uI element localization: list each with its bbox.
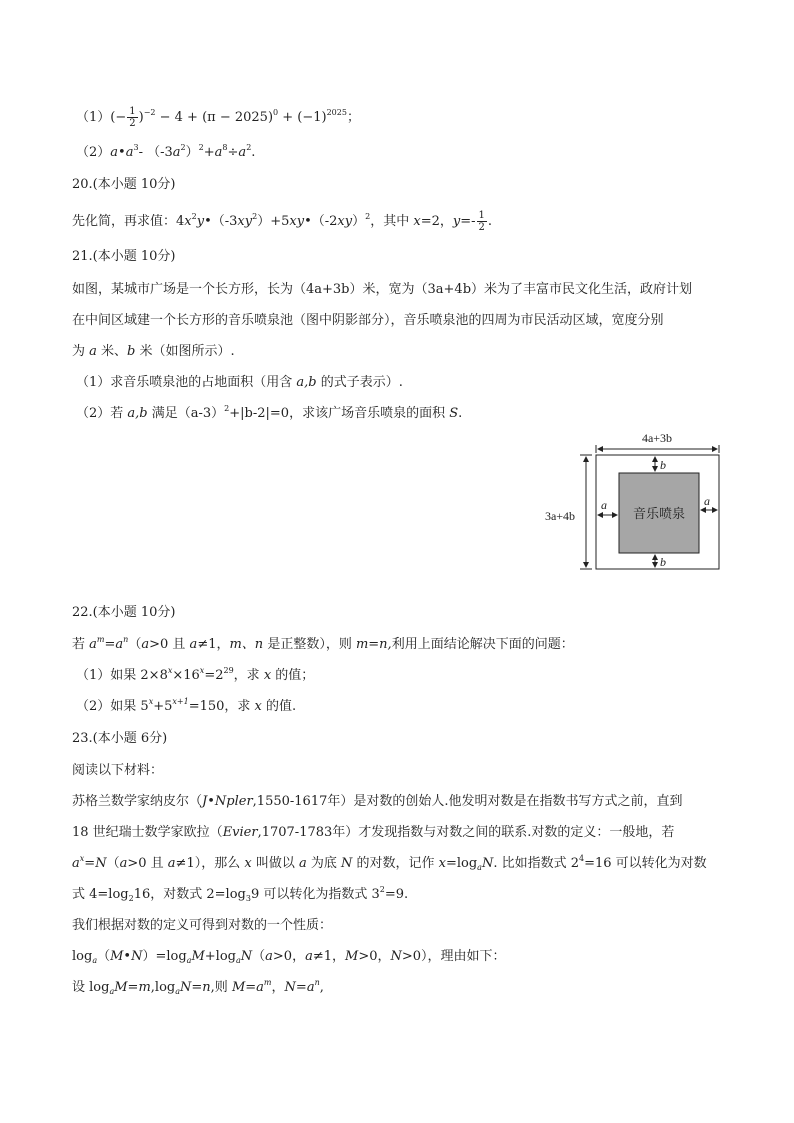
text: . xyxy=(458,406,463,421)
exponent: −2 xyxy=(143,108,156,117)
subscript: a xyxy=(109,987,115,996)
text: 式 4=log xyxy=(72,887,129,902)
exponent: 2 xyxy=(191,212,197,221)
var: a xyxy=(238,145,247,160)
q21-line3 xyxy=(72,343,235,361)
fraction xyxy=(127,106,137,129)
var: x xyxy=(263,668,272,683)
exponent: 3 xyxy=(133,143,139,152)
text: = xyxy=(191,980,203,995)
text: >0， xyxy=(272,949,306,964)
var: b xyxy=(127,344,136,359)
var: M xyxy=(231,980,246,995)
exponent: n xyxy=(314,978,320,987)
text: , xyxy=(319,980,324,995)
text: 利用上面结论解决下面的问题： xyxy=(391,637,574,652)
exponent: 8 xyxy=(222,143,228,152)
fraction-denominator: 2 xyxy=(129,118,136,129)
var: x xyxy=(413,214,421,229)
text: 先化简，再求值：4 xyxy=(72,214,185,229)
text: - （-3 xyxy=(138,145,173,160)
text: ×16 xyxy=(172,668,200,683)
text: ）+5 xyxy=(257,214,290,229)
exponent: 0 xyxy=(273,108,279,117)
fountain-label: 音乐喷泉 xyxy=(632,506,686,521)
text: 米（如图所示）. xyxy=(135,344,235,359)
var: a,b xyxy=(296,375,317,390)
var: m xyxy=(138,980,151,995)
var: a xyxy=(256,980,264,995)
text: 米、 xyxy=(96,344,128,359)
var: m=n, xyxy=(355,637,392,652)
text: ）=log xyxy=(142,949,187,964)
text: log xyxy=(72,949,93,964)
text: = xyxy=(104,637,116,652)
q23-line7 xyxy=(72,948,506,966)
var: x xyxy=(254,699,262,714)
q20-header: 20.(本小题 10分) xyxy=(72,177,176,192)
q23-line4 xyxy=(72,855,707,873)
subscript: a xyxy=(186,956,192,965)
var: a xyxy=(305,949,313,964)
text: 满足（a-3） xyxy=(147,406,225,421)
var: a xyxy=(189,637,198,652)
math-text: − 4 + (π − 2025) xyxy=(155,110,274,125)
text: . 比如指数式 2 xyxy=(493,856,579,871)
text: =16 可以转化为对数 xyxy=(584,856,707,871)
q21-line1: 如图，某城市广场是一个长方形，长为（4a+3b）米，宽为（3a+4b）米为了丰富市民文化生活，政府计划 xyxy=(72,282,693,297)
subscript: a xyxy=(175,987,181,996)
var: a xyxy=(306,980,315,995)
q23-header: 23.(本小题 6分) xyxy=(72,731,168,746)
text: 的式子表示）. xyxy=(316,375,403,390)
var: N xyxy=(481,856,494,871)
text: （2）若 xyxy=(76,406,128,421)
text: 18 世纪瑞士数学家欧拉（ xyxy=(72,825,223,840)
text: = xyxy=(295,980,307,995)
q23-line1: 阅读以下材料： xyxy=(72,763,164,778)
var: N xyxy=(340,856,353,871)
text: （ xyxy=(97,949,111,964)
text: =2 xyxy=(204,668,224,683)
q21-header: 21.(本小题 10分) xyxy=(72,249,176,264)
b-bottom-label: b xyxy=(660,555,666,569)
text: 16，对数式 2=log xyxy=(133,887,246,902)
text: = xyxy=(127,980,139,995)
exponent: 29 xyxy=(223,666,234,675)
text: =- xyxy=(460,214,476,229)
text: （1）如果 2×8 xyxy=(76,668,168,683)
a-left-label: a xyxy=(601,498,607,512)
exponent: 2 xyxy=(224,404,230,413)
fraction xyxy=(477,210,487,233)
var: M•N xyxy=(110,949,143,964)
var: Evier xyxy=(222,825,258,840)
exponent: x xyxy=(167,666,173,675)
text: ,1707-1783年）才发现指数与对数之间的联系.对数的定义：一般地，若 xyxy=(257,825,675,840)
q19-part2 xyxy=(76,144,255,162)
op: • xyxy=(118,145,126,160)
part-label: （2） xyxy=(76,145,111,160)
exponent: 2 xyxy=(180,143,186,152)
var: a xyxy=(214,145,223,160)
plaza-diagram xyxy=(530,425,730,575)
fraction-numerator: 1 xyxy=(129,106,136,117)
text: ） xyxy=(352,214,366,229)
var: xy xyxy=(337,214,353,229)
text: ≠1， xyxy=(312,949,346,964)
text: >0 且 xyxy=(149,637,190,652)
text: 的值； xyxy=(271,668,315,683)
var: a xyxy=(298,856,307,871)
var: N xyxy=(284,980,296,995)
text: >0），理由如下： xyxy=(401,949,506,964)
text: =log xyxy=(445,856,478,871)
var: a xyxy=(115,637,124,652)
var: a xyxy=(89,344,97,359)
exponent: m xyxy=(263,978,272,987)
text: ，其中 xyxy=(370,214,414,229)
q21-part1 xyxy=(76,374,403,392)
a-right-label: a xyxy=(704,494,710,508)
text: + xyxy=(203,145,215,160)
q22-line1 xyxy=(72,636,574,654)
punctuation: ； xyxy=(346,110,360,125)
text: ,log xyxy=(150,980,176,995)
subscript: 2 xyxy=(128,894,134,903)
var: N xyxy=(240,949,253,964)
b-top-label: b xyxy=(660,458,666,472)
exponent: 2 xyxy=(246,143,252,152)
var: a xyxy=(141,637,150,652)
var: a xyxy=(172,145,181,160)
text: 9 可以转化为指数式 3 xyxy=(250,887,380,902)
var: S xyxy=(449,406,459,421)
text: >0， xyxy=(358,949,391,964)
text: （ xyxy=(252,949,266,964)
var: N xyxy=(180,980,192,995)
exponent: x xyxy=(79,854,85,863)
text: 的值. xyxy=(261,699,297,714)
text: •（-3 xyxy=(204,214,238,229)
text: ,1550-1617年）是对数的创始人.他发明对数是在指数书写方式之前，直到 xyxy=(252,794,683,809)
text: +5 xyxy=(153,699,173,714)
text: （ xyxy=(128,637,142,652)
var: M xyxy=(114,980,128,995)
q23-line5 xyxy=(72,886,408,904)
q22-header: 22.(本小题 10分) xyxy=(72,605,176,620)
text: 是正整数），则 xyxy=(263,637,356,652)
var: N xyxy=(95,856,107,871)
var: a xyxy=(110,145,119,160)
var: a xyxy=(72,856,80,871)
var: N xyxy=(390,949,402,964)
exponent: 2 xyxy=(365,212,371,221)
exponent: x xyxy=(148,697,154,706)
q22-part2 xyxy=(76,698,296,716)
text: •（-2 xyxy=(304,214,338,229)
height-label: 3a+4b xyxy=(544,509,576,523)
var: a xyxy=(89,637,97,652)
width-label: 4a+3b xyxy=(641,431,673,445)
var: n xyxy=(202,980,211,995)
q23-line2 xyxy=(72,793,683,811)
q23-line8 xyxy=(72,979,324,997)
text: （1）求音乐喷泉池的占地面积（用含 xyxy=(76,375,297,390)
text: . xyxy=(487,214,493,229)
exponent: 2 xyxy=(379,885,385,894)
text: =9. xyxy=(384,887,409,902)
var: a xyxy=(125,145,134,160)
text: （ xyxy=(106,856,120,871)
subscript: 3 xyxy=(245,894,251,903)
fraction-numerator: 1 xyxy=(478,210,485,221)
text: （2）如果 5 xyxy=(76,699,149,714)
text: ,则 xyxy=(210,980,232,995)
text: =2， xyxy=(420,214,453,229)
text: 的对数，记作 xyxy=(352,856,439,871)
exponent: 2 xyxy=(198,143,204,152)
text: . xyxy=(251,145,256,160)
var: y xyxy=(452,214,461,229)
text: ，求 xyxy=(233,668,264,683)
exponent: x+1 xyxy=(172,697,189,706)
var: y xyxy=(196,214,205,229)
subscript: a xyxy=(477,863,482,872)
exponent: 4 xyxy=(579,854,585,863)
fraction-denominator: 2 xyxy=(478,222,485,233)
q20-body xyxy=(72,210,492,233)
text: ） xyxy=(185,145,199,160)
subscript: a xyxy=(235,956,241,965)
q23-line3 xyxy=(72,824,674,842)
var: xy xyxy=(237,214,253,229)
q21-part2 xyxy=(76,405,462,423)
exponent: 2025 xyxy=(326,108,347,117)
var: a xyxy=(167,856,176,871)
text: ≠1， xyxy=(197,637,230,652)
exponent: x xyxy=(199,666,205,675)
var: J•Npler xyxy=(202,794,253,809)
text: = xyxy=(245,980,257,995)
text: >0 且 xyxy=(127,856,168,871)
math-text: (− xyxy=(110,110,127,125)
var: x xyxy=(184,214,192,229)
exponent: n xyxy=(123,635,129,644)
var: a,b xyxy=(127,406,148,421)
q19-part1: （1）(− $\frac{1}{2}$ )$^{-2} - 4 + (\pi - 2025)^0 + (-1)^{2025}$； xyxy=(76,106,360,129)
var: m、n xyxy=(229,637,264,652)
text: ， xyxy=(271,980,285,995)
var: x xyxy=(438,856,446,871)
exponent: 2 xyxy=(252,212,258,221)
q23-line6: 我们根据对数的定义可得到对数的一个性质： xyxy=(72,918,333,933)
var: M xyxy=(345,949,359,964)
text: = xyxy=(84,856,96,871)
text: +|b-2|=0，求该广场音乐喷泉的面积 xyxy=(229,406,450,421)
var: a xyxy=(119,856,128,871)
text: 设 log xyxy=(72,980,110,995)
var: a xyxy=(265,949,273,964)
var: xy xyxy=(289,214,305,229)
var: M xyxy=(191,949,205,964)
text: 为底 xyxy=(306,856,341,871)
q22-part1 xyxy=(76,667,314,685)
part-label: （1） xyxy=(76,110,111,125)
q21-line2: 在中间区域建一个长方形的音乐喷泉池（图中阴影部分），音乐喷泉池的四周为市民活动区域，宽度分别 xyxy=(72,313,664,328)
subscript: a xyxy=(92,956,98,965)
text: 苏格兰数学家纳皮尔（ xyxy=(72,794,203,809)
var: x xyxy=(244,856,252,871)
text: 为 xyxy=(72,344,90,359)
exponent: m xyxy=(96,635,105,644)
math-text: + (−1) xyxy=(278,110,327,125)
text: +log xyxy=(204,949,236,964)
text: ÷ xyxy=(227,145,239,160)
text: 叫做以 xyxy=(251,856,299,871)
text: =150，求 xyxy=(188,699,255,714)
text: ≠1），那么 xyxy=(175,856,245,871)
text: 若 xyxy=(72,637,90,652)
